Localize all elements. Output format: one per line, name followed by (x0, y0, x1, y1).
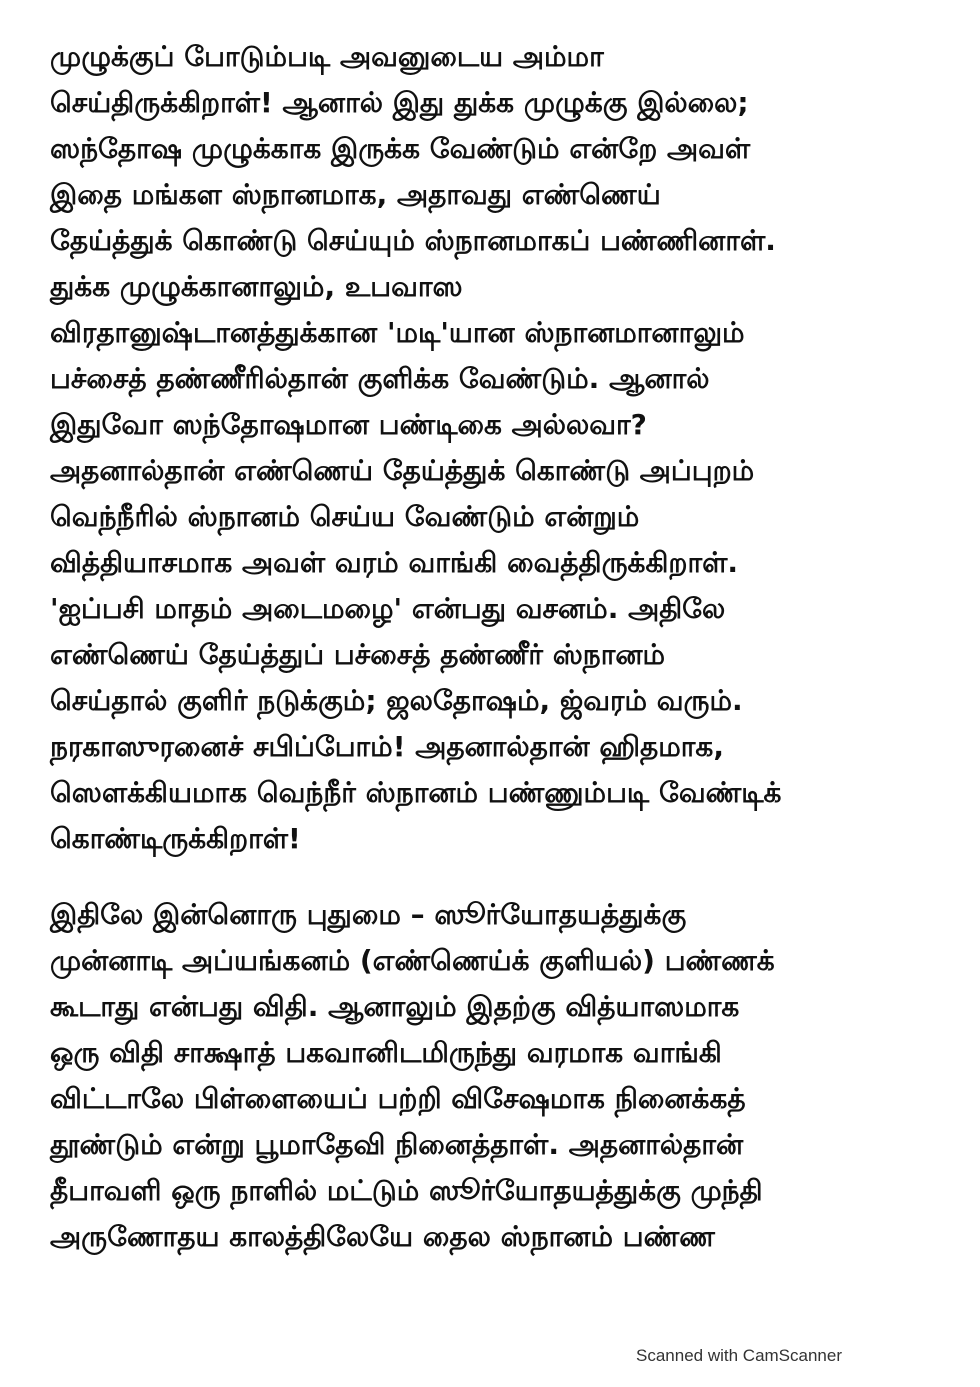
text-line: தேய்த்துக் கொண்டு செய்யும் ஸ்நானமாகப் பண்ணினாள். (50, 224, 776, 257)
text-line: அருணோதய காலத்திலேயே தைல ஸ்நானம் பண்ண (50, 1220, 715, 1253)
text-line: ஸந்தோஷ முழுக்காக இருக்க வேண்டும் என்றே அவள் (50, 132, 751, 165)
text-line: செய்திருக்கிறாள்! ஆனால் இது துக்க முழுக்கு இல்லை; (50, 86, 749, 119)
scanner-watermark: Scanned with CamScanner (636, 1346, 843, 1365)
text-line: செய்தால் குளிர் நடுக்கும்; ஜலதோஷம், ஜ்வரம் வரும். (50, 684, 743, 717)
text-line: இதிலே இன்னொரு புதுமை – ஸூர்யோதயத்துக்கு (50, 898, 687, 931)
text-line: வித்தியாசமாக அவள் வரம் வாங்கி வைத்திருக்கிறாள். (50, 546, 738, 579)
text-line: இதை மங்கள ஸ்நானமாக, அதாவது எண்ணெய் (50, 178, 661, 211)
text-line: முழுக்குப் போடும்படி அவனுடைய அம்மா (50, 40, 604, 73)
text-line: விட்டாலே பிள்ளையைப் பற்றி விசேஷமாக நினைக்கத் (50, 1082, 746, 1115)
text-line: அதனால்தான் எண்ணெய் தேய்த்துக் கொண்டு அப்புறம் (50, 454, 755, 487)
text-line: துக்க முழுக்கானாலும், உபவாஸ (50, 270, 463, 303)
text-line: தீபாவளி ஒரு நாளில் மட்டும் ஸூர்யோதயத்துக்கு முந்தி (50, 1174, 763, 1207)
text-line: தூண்டும் என்று பூமாதேவி நினைத்தாள். அதனால்தான் (50, 1128, 744, 1161)
text-line: 'ஐப்பசி மாதம் அடைமழை' என்பது வசனம். அதிலே (50, 592, 726, 625)
text-line: கொண்டிருக்கிறாள்! (50, 822, 301, 855)
text-line: இதுவோ ஸந்தோஷமான பண்டிகை அல்லவா? (50, 408, 647, 441)
text-line: நரகாஸுரனைச் சபிப்போம்! அதனால்தான் ஹிதமாக, (50, 730, 724, 763)
text-line: முன்னாடி அப்யங்கனம் (எண்ணெய்க் குளியல்) பண்ணக் (50, 944, 775, 977)
text-line: ஒரு விதி சாக்ஷாத் பகவானிடமிருந்து வரமாக வாங்கி (50, 1036, 722, 1069)
text-line: வெந்நீரில் ஸ்நானம் செய்ய வேண்டும் என்றும் (50, 500, 640, 533)
paragraph-1 (50, 34, 950, 862)
text-line: கூடாது என்பது விதி. ஆனாலும் இதற்கு வித்யாஸமாக (50, 990, 740, 1023)
text-line: பச்சைத் தண்ணீரில்தான் குளிக்க வேண்டும். ஆனால் (50, 362, 710, 395)
paragraph-2 (50, 892, 950, 1260)
text-line: எண்ணெய் தேய்த்துப் பச்சைத் தண்ணீர் ஸ்நானம் (50, 638, 666, 671)
text-line: விரதானுஷ்டானத்துக்கான 'மடி'யான ஸ்நானமானாலும் (50, 316, 745, 349)
text-line: ஸௌக்கியமாக வெந்நீர் ஸ்நானம் பண்ணும்படி வேண்டிக் (50, 776, 782, 809)
